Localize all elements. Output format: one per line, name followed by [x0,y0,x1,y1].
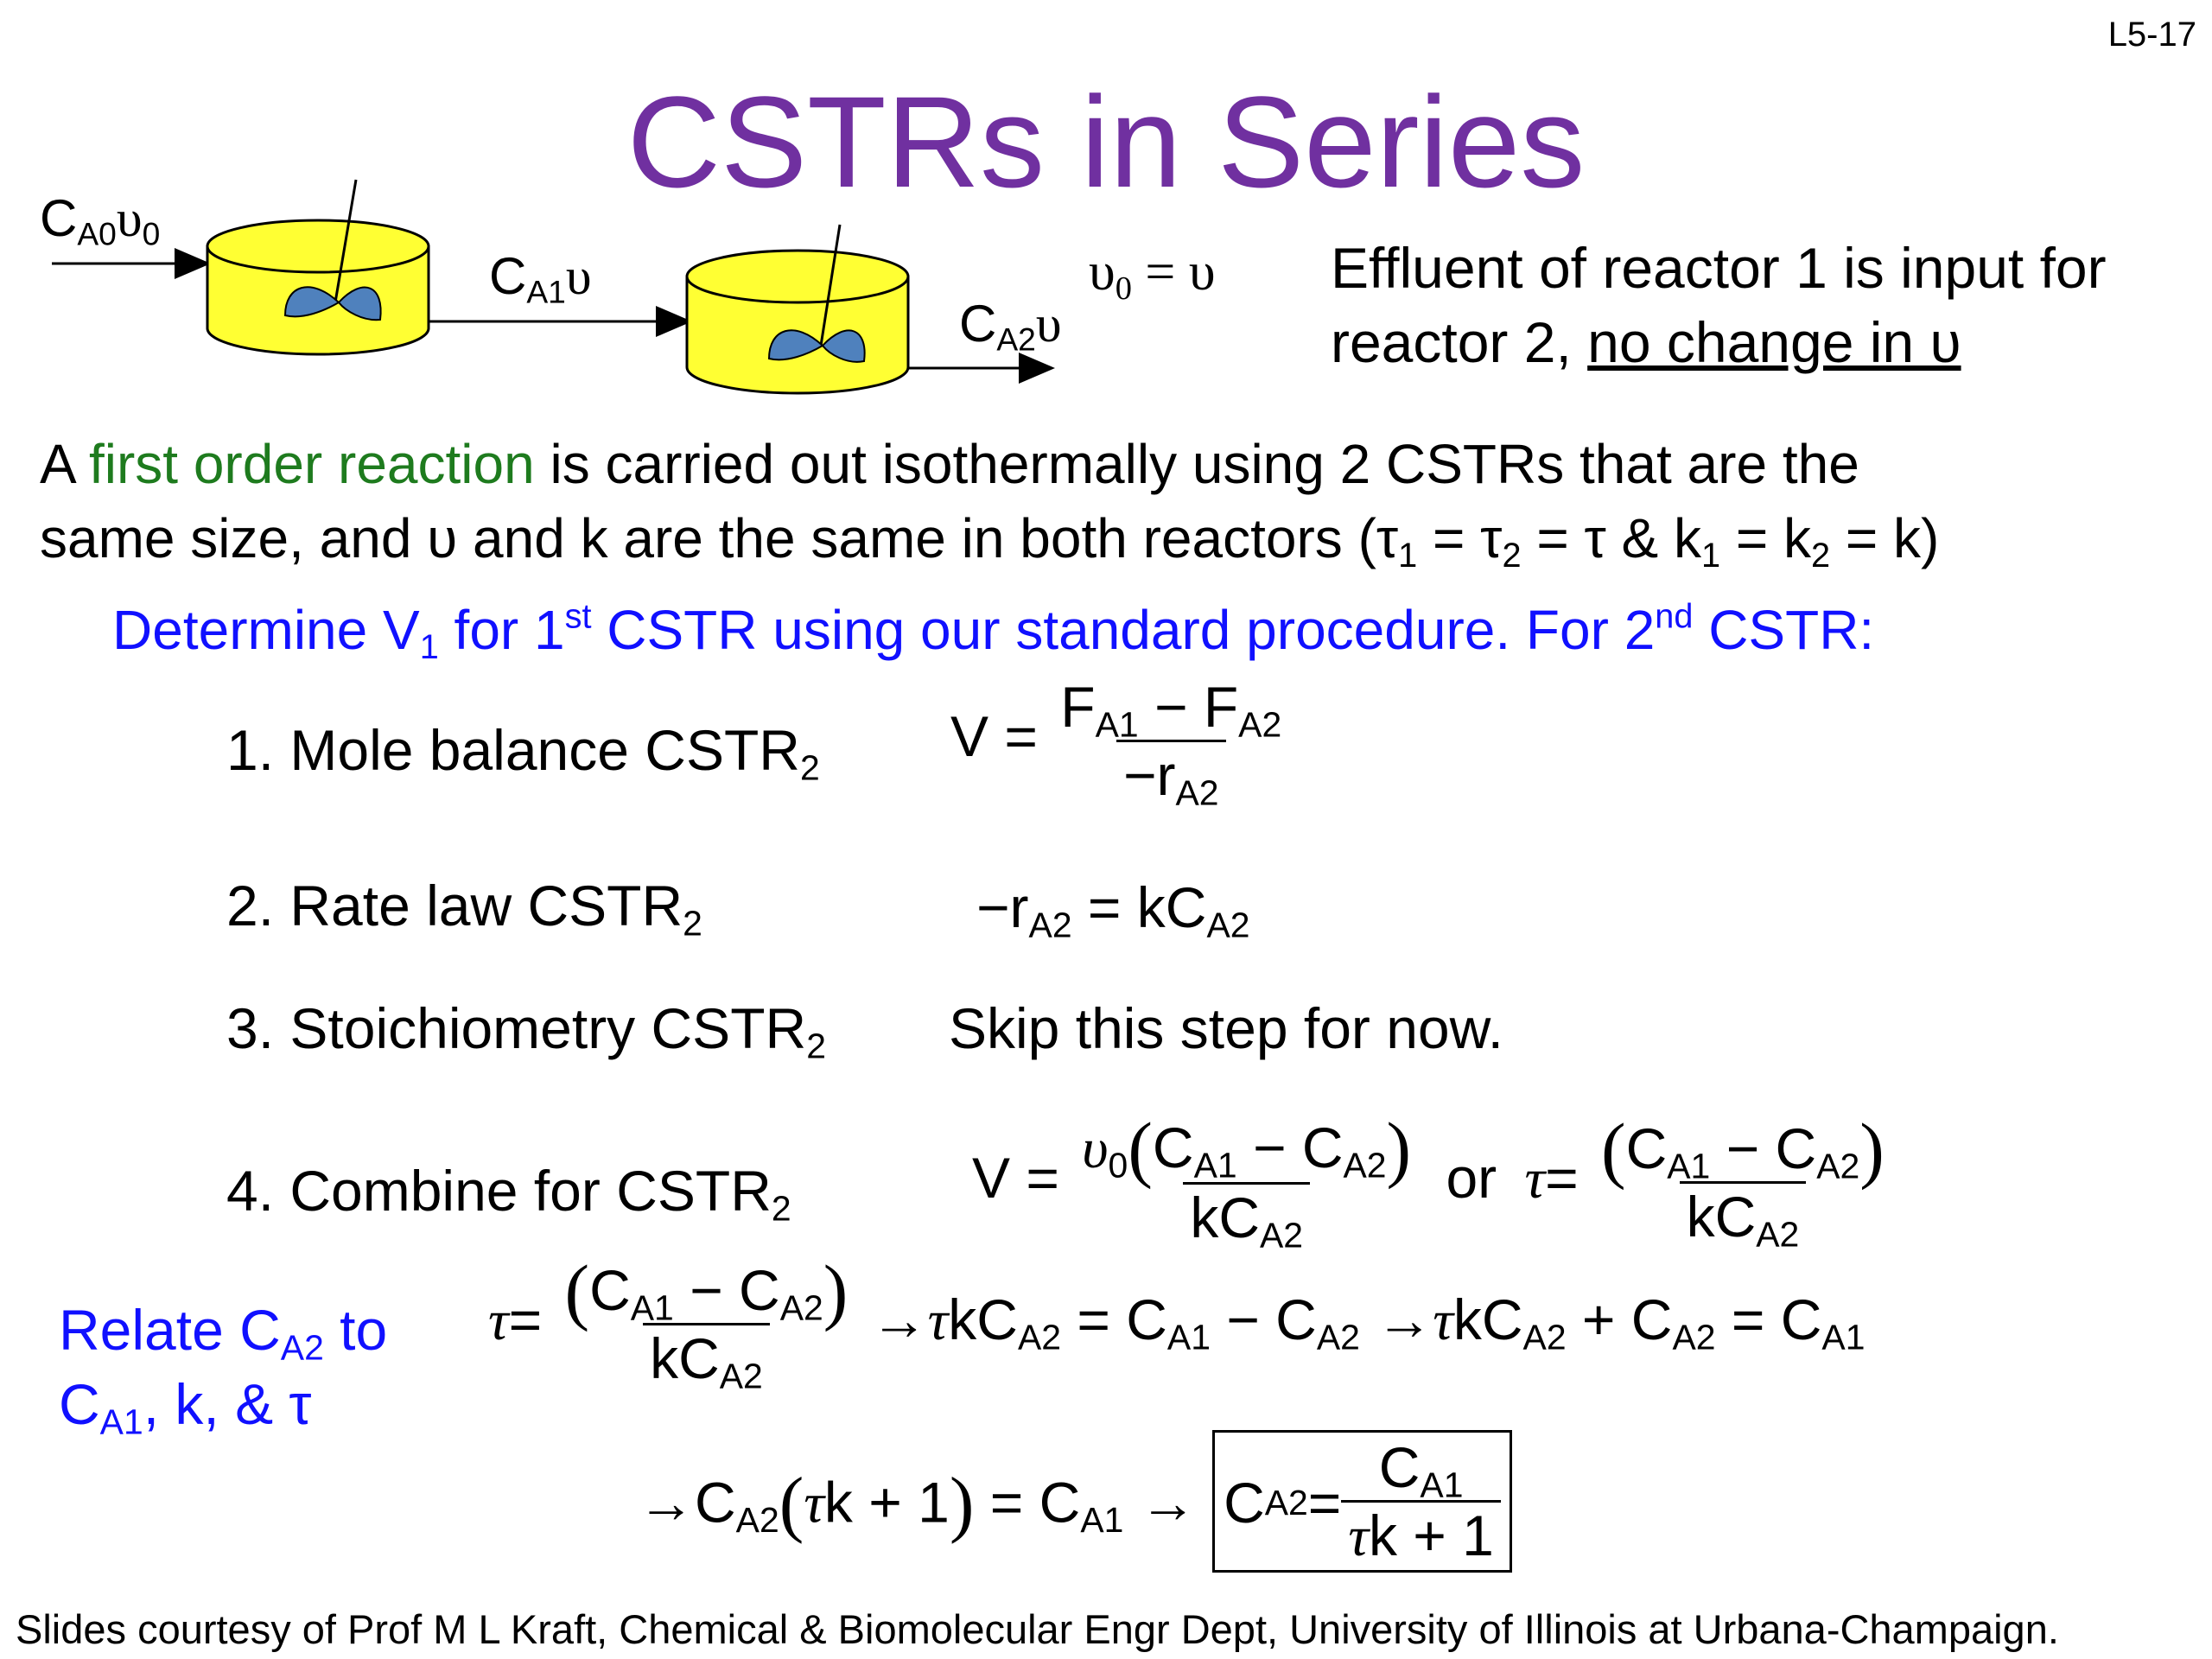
mole-balance-equation: V = $\frac{F_{A1} - F_{A2}}{-r_{A2}}$ [950,674,1288,808]
step-1-label: 1. Mole balance $CSTR_2$ [226,718,820,788]
outlet-stream-label: $C_{A2}\upsilon$ [959,295,1062,358]
rate-law-equation: $-r_{A2} = kC_{A2}$ [976,875,1250,945]
boxed-result: C A2 = $\frac{C_{A1}}{\tau k + 1}$ [1212,1430,1512,1573]
step-4-label: 4. Combine for $CSTR_2$ [226,1159,791,1229]
effluent-note-line2: reactor 2, no change in υ [1331,310,1961,374]
determine-instruction: Determine $V_1$ for 1st CSTR using our standard procedure. For 2nd CSTR: [112,597,1875,667]
step-3-label: 3. Stoichiometry $CSTR_2$ [226,996,826,1066]
combine-tau-fraction: $\frac{(C_{A1} - C_{A2})}{kC_{A2}}$ [1601,1108,1885,1255]
relate-equation: τ= $\frac{(C_{A1} - C_{A2})}{kC_{A2}}$ $\to\tau kC_{A2} = C_{A1} - C_{A2} \to\tau kC_{A2} + C_{A2} = C_{A1}$ [488,1249,1866,1396]
slide-title: CSTRs in Series [626,69,1586,214]
boxed-result-fraction: $\frac{C_{A1}}{\tau k + 1}$ [1341,1434,1501,1570]
effluent-note-line1: Effluent of reactor 1 is input for [1331,236,2107,300]
reactor-1-tank [207,180,429,354]
mole-balance-fraction: $\frac{F_{A1} - F_{A2}}{-r_{A2}}$ [1060,675,1282,813]
result-equation: $\to C_{A2}(\tau k + 1) = C_{A1}$ → C A2 = $\frac{C_{A1}}{\tau k + 1}$ [638,1430,1512,1573]
relate-line1: Relate $C_{A2}$ to [59,1298,388,1368]
combine-volume-fraction: $\frac{\upsilon_0(C_{A1} - C_{A2})}{kC_{A2}}$ [1082,1107,1412,1255]
inlet-stream-label: $C_{A0}\upsilon_0$ [40,189,161,252]
intro-line1: A first order reaction is carried out isothermally using 2 CSTRs that are the [40,433,1859,495]
reactor-2-tank [687,225,908,393]
intro-line2: same size, and υ and k are the same in both reactors ($\tau_1 = \tau_2 = \tau$ & $k_1 = k_2 = k$) [40,507,1940,575]
relate-line2: $C_{A1}$, k, & τ [59,1372,312,1442]
combine-equation: V = $\frac{\upsilon_0(C_{A1} - C_{A2})}{kC_{A2}}$ or τ= $\frac{(C_{A1} - C_{A2})}{kC_{A2}}$ [972,1115,1891,1250]
footer-credit: Slides courtesy of Prof M L Kraft, Chemical & Biomolecular Engr Dept, University of Illinois at Urbana-Champaign. [16,1606,2059,1652]
relate-tau-fraction: $\frac{(C_{A1} - C_{A2})}{kC_{A2}}$ [564,1249,849,1396]
slide-number: L5-17 [2107,16,2196,54]
step-3-note: Skip this step for now. [949,996,1503,1060]
intermediate-stream-label: $C_{A1}\upsilon$ [489,247,592,310]
flow-rate-equation: $\upsilon_0 = \upsilon$ [1089,243,1216,307]
step-2-label: 2. Rate law $CSTR_2$ [226,874,702,944]
